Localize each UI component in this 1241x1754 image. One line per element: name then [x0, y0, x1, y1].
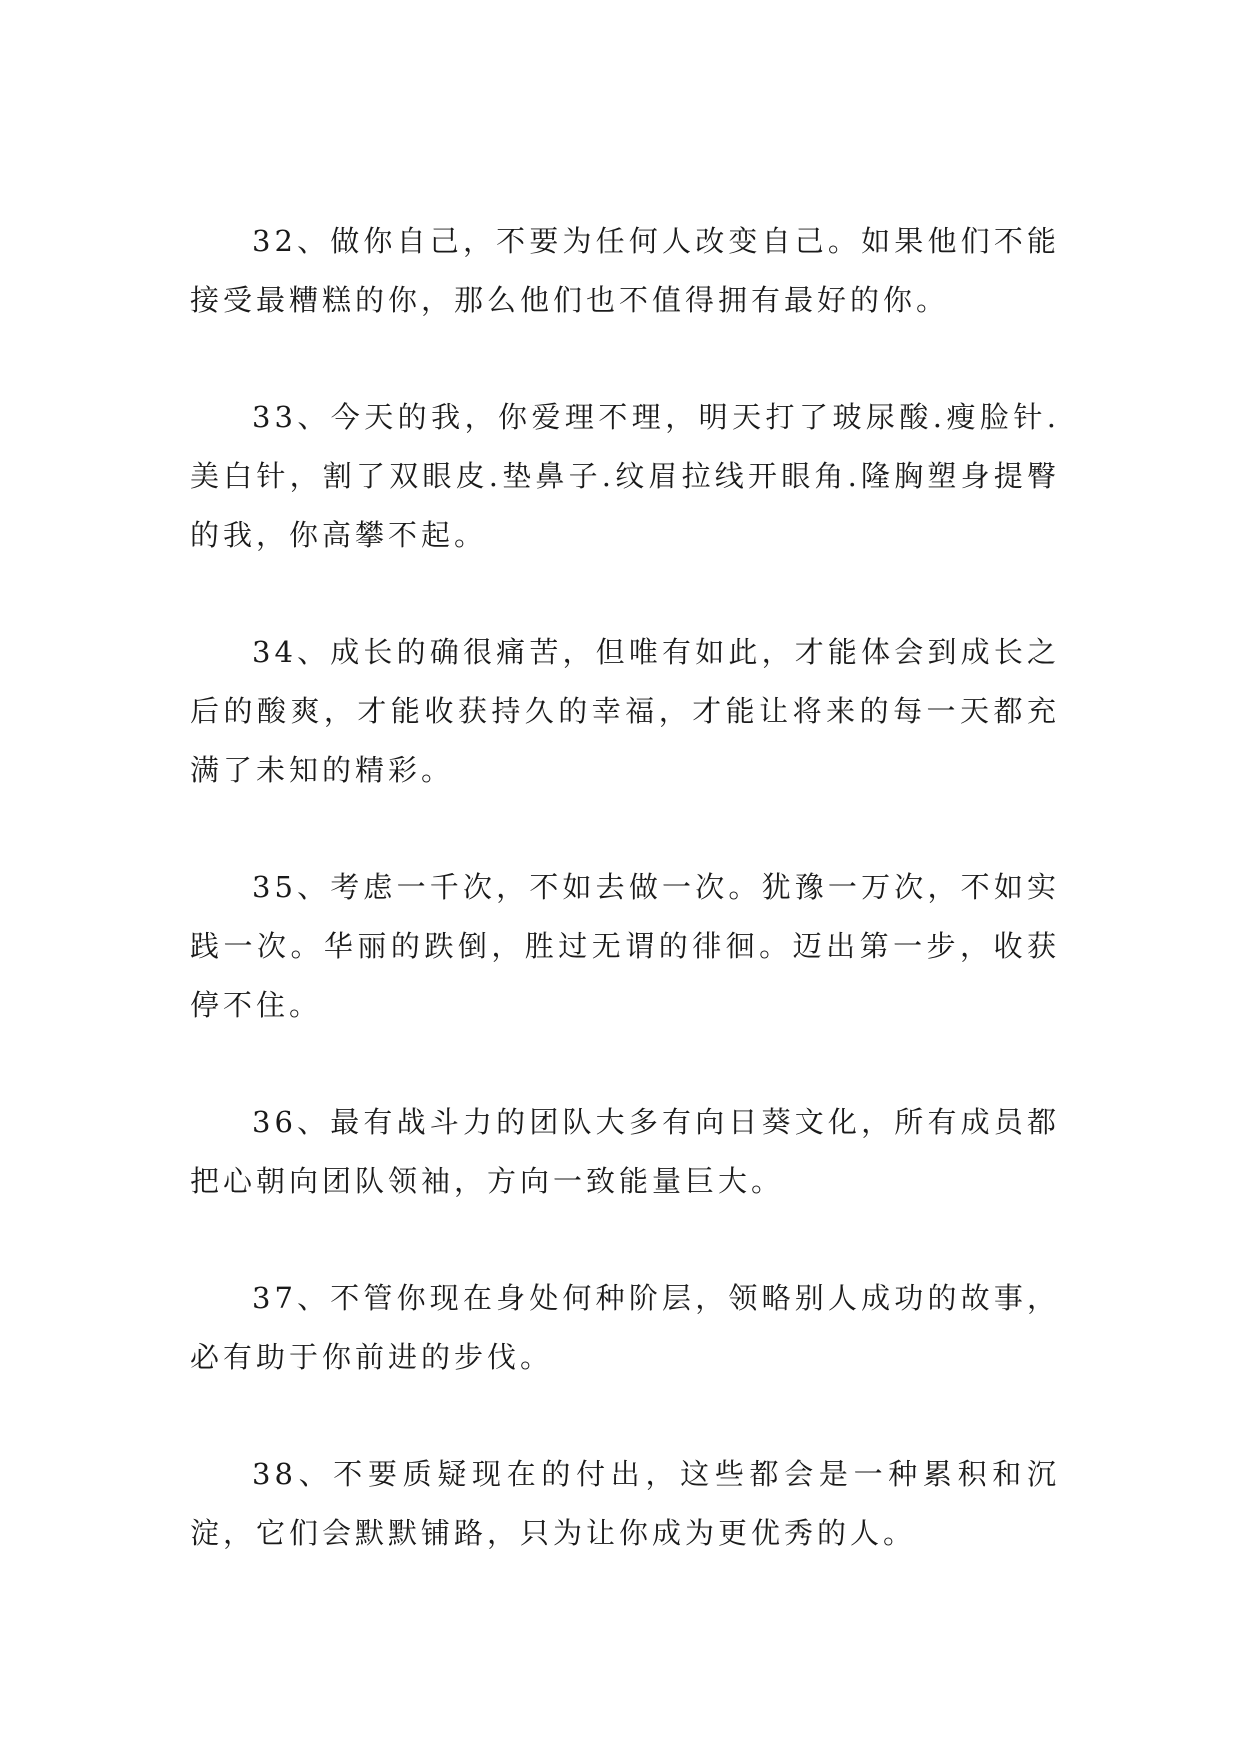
paragraph-34: 34、成长的确很痛苦，但唯有如此，才能体会到成长之后的酸爽，才能收获持久的幸福，才能让将来的每一天都充满了未知的精彩。 — [190, 635, 1060, 787]
paragraph-38: 38、不要质疑现在的付出，这些都会是一种累积和沉淀，它们会默默铺路，只为让你成为更优秀的人。 — [190, 1457, 1060, 1550]
paragraph-37: 37、不管你现在身处何种阶层，领略别人成功的故事，必有助于你前进的步伐。 — [190, 1281, 1060, 1374]
paragraph-32: 32、做你自己，不要为任何人改变自己。如果他们不能接受最糟糕的你，那么他们也不值得拥有最好的你。 — [190, 224, 1060, 317]
paragraph-33: 33、今天的我，你爱理不理，明天打了玻尿酸.瘦脸针.美白针，割了双眼皮.垫鼻子.纹眉拉线开眼角.隆胸塑身提臀的我，你高攀不起。 — [190, 400, 1060, 552]
paragraph-36: 36、最有战斗力的团队大多有向日葵文化，所有成员都把心朝向团队领袖，方向一致能量巨大。 — [190, 1105, 1060, 1198]
paragraph-35: 35、考虑一千次，不如去做一次。犹豫一万次，不如实践一次。华丽的跌倒，胜过无谓的徘徊。迈出第一步，收获停不住。 — [190, 870, 1060, 1022]
